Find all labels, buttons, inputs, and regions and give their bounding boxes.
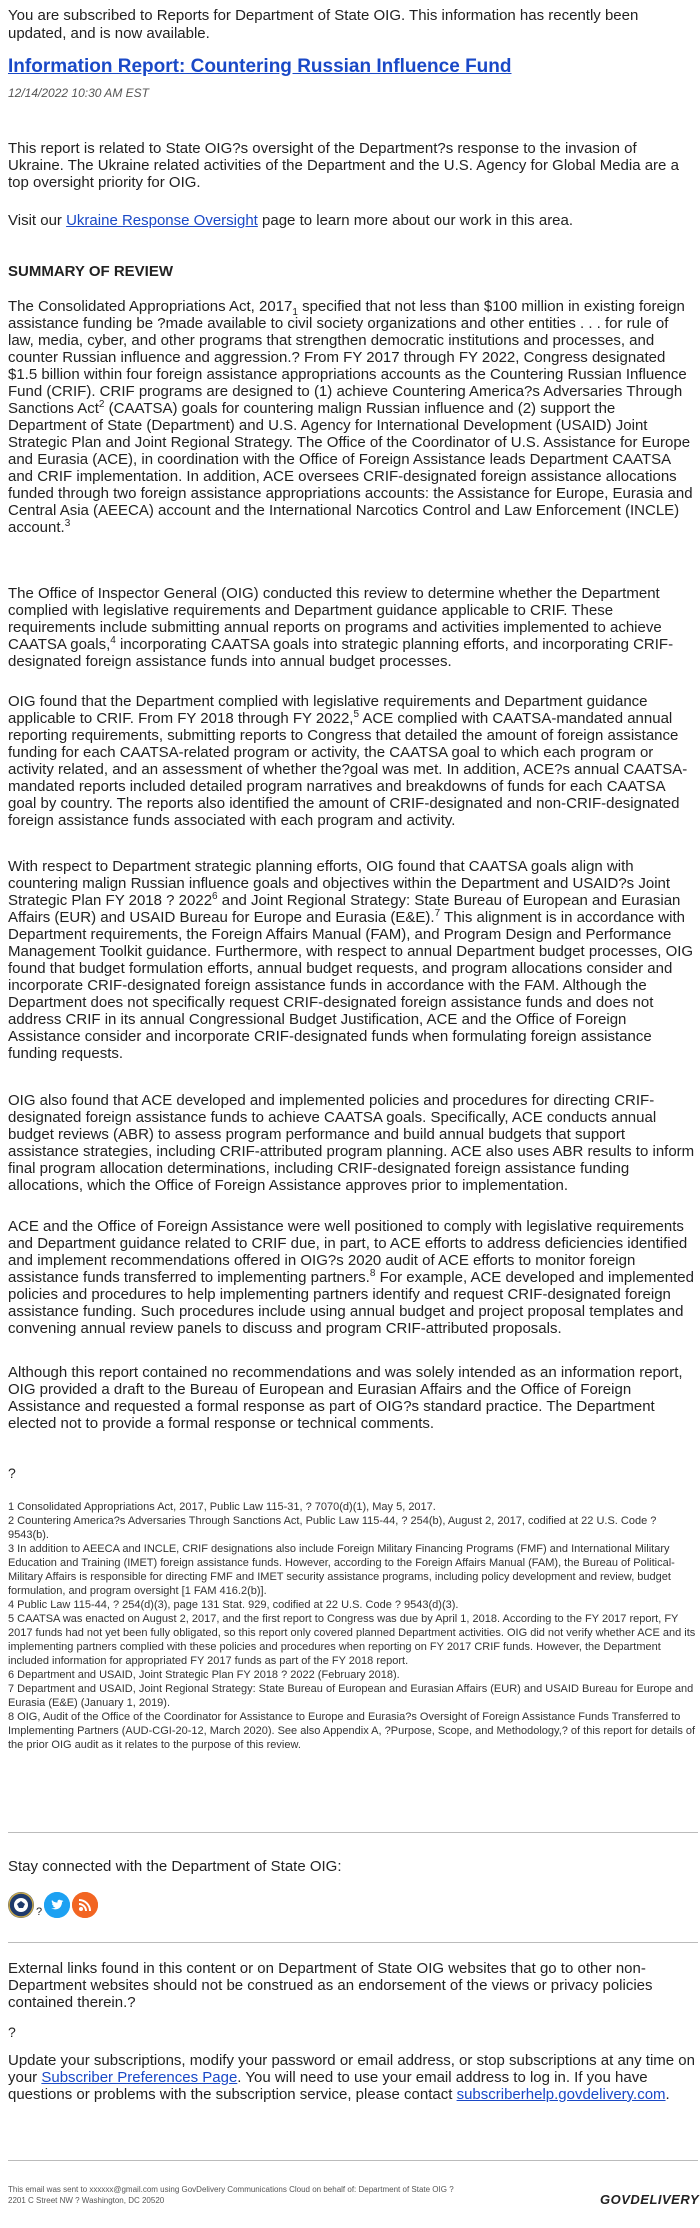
- footnote-1: 1 Consolidated Appropriations Act, 2017, Public Law 115-31, ? 7070(d)(1), May 5, 2017.: [8, 1501, 436, 1513]
- separator-char: ?: [8, 1465, 16, 1481]
- stay-connected-text: Stay connected with the Department of State OIG:: [8, 1858, 342, 1875]
- subscription-intro: You are subscribed to Reports for Department of State OIG. This information has recently been updated, and is now available.: [8, 7, 639, 42]
- summary-paragraph-6: ACE and the Office of Foreign Assistance were well positioned to comply with legislative requirements and Department guidance related to CRIF due, in part, to ACE efforts to address deficiencies identified and implement recommendations offered in OIG?s 2020 audit of ACE efforts to monitor foreign assistance funds transferred to implementing partners.$^8$ For example, ACE developed and implemented policies and procedures to help implementing partners identify and request CRIF-designated foreign assistance funding. Such procedures include using annual budget and project proposal templates and convening annual review panels to discuss and program CRIF-attributed proposals.: [8, 1218, 694, 1337]
- summary-heading: SUMMARY OF REVIEW: [8, 263, 174, 280]
- footnote-3: 3 In addition to AEECA and INCLE, CRIF designations also include Foreign Military Financing Programs (FMF) and International Military Education and Training (IMET) foreign assistance funds. However, according to the Foreign Affairs Manual (FAM), the Bureau of Political-Military Affairs is responsible for directing FMF and IMET security assistance programs, including policy development and review, budget formulation, and program oversight [1 FAM 416.2(b)].: [8, 1543, 675, 1597]
- footnote-ref-8[interactable]: 8: [369, 1268, 376, 1279]
- footnote-ref-4[interactable]: 4: [110, 635, 116, 646]
- footnote-7: 7 Department and USAID, Joint Regional Strategy: State Bureau of European and Eurasian Affairs (EUR) and USAID Bureau for Europe and Eurasia (E&E) (January 1, 2019).: [8, 1683, 694, 1709]
- ukraine-paragraph: This report is related to State OIG?s oversight of the Department?s response to the invasion of Ukraine. The Ukraine related activities of the Department and the U.S. Agency for Global Media are a top oversight priority for OIG.: [8, 140, 679, 191]
- divider: [8, 1942, 698, 1943]
- report-title-link[interactable]: Information Report: Countering Russian Influence Fund: [8, 56, 512, 77]
- subscriber-help-link[interactable]: subscriberhelp.govdelivery.com: [456, 2086, 666, 2103]
- footnote-ref-2[interactable]: 2: [98, 399, 105, 410]
- footnotes: [8, 1500, 698, 1752]
- footnote-ref-7[interactable]: 7: [434, 908, 441, 919]
- rss-icon[interactable]: [72, 1892, 98, 1918]
- divider: [8, 2160, 698, 2161]
- report-date: 12/14/2022 10:30 AM EST: [8, 86, 149, 100]
- footnote-ref-1[interactable]: 1: [292, 307, 298, 318]
- subscriber-preferences-link[interactable]: Subscriber Preferences Page: [41, 2069, 238, 2086]
- ukraine-oversight-link[interactable]: Ukraine Response Oversight: [66, 212, 258, 229]
- footer-sent-to: This email was sent to xxxxxx@gmail.com using GovDelivery Communications Cloud on behalf of: Department of State OIG ?: [8, 2185, 454, 2194]
- separator-char: ?: [8, 2024, 16, 2040]
- footnote-2: 2 Countering America?s Adversaries Through Sanctions Act, Public Law 115-44, ? 254(b), August 2, 2017, codified at 22 U.S. Code ? 9543(b).: [8, 1515, 657, 1541]
- divider: [8, 1832, 698, 1833]
- govdelivery-logo[interactable]: GOVDELIVERY: [600, 2192, 700, 2207]
- social-links: [8, 1890, 98, 1918]
- subscription-management: Update your subscriptions, modify your password or email address, or stop subscriptions at any time on your Subscriber Preferences Page. You will need to use your email address to log in. If you have questions or problems with the subscription service, please contact subscriberhelp.govdelivery.com.: [8, 2052, 695, 2103]
- footnote-5: 5 CAATSA was enacted on August 2, 2017, and the first report to Congress was due by April 1, 2018. According to the FY 2017 report, FY 2017 funds had not yet been fully obligated, so this report only covered planned Department activities. OIG did not verify whether ACE and its implementing partners complied with these policies and procedures when reporting on FY 2017 CRIF funds. However, the Department included information for appropriated FY 2017 funds as part of the FY 2018 report.: [8, 1613, 696, 1667]
- social-separator: ?: [36, 1906, 43, 1918]
- email-footer: [8, 2184, 454, 2206]
- summary-paragraph-3: OIG found that the Department complied with legislative requirements and Department guidance applicable to CRIF. From FY 2018 through FY 2022,$^5$ ACE complied with CAATSA-mandated annual reporting requirements, submitting reports to Congress that detailed the amount of foreign assistance funding for each CAATSA-related program or activity, the CAATSA goal to which each program or activity related, and an assessment of whether the?goal was met. In addition, ACE?s annual CAATSA-mandated reports included detailed program narratives and breakdowns of funds for each CAATSA goal by country. The reports also identified the amount of CRIF-designated and non-CRIF-designated foreign assistance funds associated with each program and activity.: [8, 693, 688, 829]
- footnote-ref-3[interactable]: 3: [64, 518, 71, 529]
- footnote-4: 4 Public Law 115-44, ? 254(d)(3), page 131 Stat. 929, codified at 22 U.S. Code ? 9543(d)(3).: [8, 1599, 459, 1611]
- footnote-8: 8 OIG, Audit of the Office of the Coordinator for Assistance to Europe and Eurasia?s Oversight of Foreign Assistance Funds Transferred to Implementing Partners (AUD-CGI-20-12, March 2020). See also Appendix A, ?Purpose, Scope, and Methodology,? of this report for details of the prior OIG audit as it relates to the purpose of this review.: [8, 1711, 696, 1751]
- state-oig-seal-icon[interactable]: [8, 1892, 34, 1918]
- footnote-ref-5[interactable]: 5: [353, 709, 360, 720]
- visit-paragraph: Visit our Ukraine Response Oversight page to learn more about our work in this area.: [8, 212, 574, 229]
- summary-paragraph-4: With respect to Department strategic planning efforts, OIG found that CAATSA goals align with countering malign Russian influence goals and objectives within the Department and USAID?s Joint Strategic Plan FY 2018 ? 2022$^6$ and Joint Regional Strategy: State Bureau of European and Eurasian Affairs (EUR) and USAID Bureau for Europe and Eurasia (E&E).$^7$ This alignment is in accordance with Department requirements, the Foreign Affairs Manual (FAM), and Program Design and Performance Management Toolkit guidance. Furthermore, with respect to annual Department budget processes, OIG found that budget formulation efforts, annual budget requests, and program allocations consider and incorporate CRIF-designated foreign assistance funds in accordance with the FAM. Although the Department does not specifically request CRIF-designated foreign assistance funds and does not address CRIF in its annual Congressional Budget Justification, ACE and the Office of Foreign Assistance consider and incorporate CRIF-designated funds when formulating foreign assistance funding requests.: [8, 858, 694, 1062]
- summary-paragraph-7: Although this report contained no recommendations and was solely intended as an information report, OIG provided a draft to the Bureau of European and Eurasian Affairs and the Office of Foreign Assistance and requested a formal response as part of OIG?s standard practice. The Department elected not to provide a formal response or technical comments.: [8, 1364, 683, 1432]
- footer-address: 2201 C Street NW ? Washington, DC 20520: [8, 2196, 165, 2205]
- summary-paragraph-2: The Office of Inspector General (OIG) conducted this review to determine whether the Department complied with legislative requirements and Department guidance applicable to CRIF. These requirements include submitting annual reports on programs and activities implemented to achieve CAATSA goals,$^4$ incorporating CAATSA goals into strategic planning efforts, and incorporating CRIF-designated foreign assistance funds into annual budget processes.: [8, 585, 674, 670]
- footnote-6: 6 Department and USAID, Joint Strategic Plan FY 2018 ? 2022 (February 2018).: [8, 1669, 400, 1681]
- twitter-icon[interactable]: [44, 1892, 70, 1918]
- summary-paragraph-5: OIG also found that ACE developed and implemented policies and procedures for directing CRIF-designated foreign assistance funds to achieve CAATSA goals. Specifically, ACE conducts annual budget reviews (ABR) to assess program performance and build annual budgets that support assistance strategies, including CRIF-attributed program planning. ACE also uses ABR results to inform final program allocation determinations, including CRIF-designated foreign assistance funding allocations, which the Office of Foreign Assistance approves prior to implementation.: [8, 1092, 695, 1194]
- external-links-disclaimer: External links found in this content or on Department of State OIG websites that go to other non-Department websites should not be construed as an endorsement of the views or privacy policies contained therein.?: [8, 1960, 653, 2011]
- summary-paragraph-1: The Consolidated Appropriations Act, $2017_1$ specified that not less than $100 million in existing foreign assistance funding be ?made available to civil society organizations and other entities . . . for rule of law, media, cyber, and other programs that strengthen democratic institutions and processes, and counter Russian influence and aggression.? From FY 2017 through FY 2022, Congress designated $1.5 billion within four foreign assistance appropriations accounts as the Countering Russian Influence Fund (CRIF). CRIF programs are designed to (1) achieve Countering America?s Adversaries Through Sanctions Act$^2$ (CAATSA) goals for countering malign Russian influence and (2) support the Department of State (Department) and U.S. Agency for International Development (USAID) Joint Strategic Plan and Joint Regional Strategy. The Office of the Coordinator of U.S. Assistance for Europe and Eurasia (ACE), in coordination with the Office of Foreign Assistance leads Department CAATSA and CRIF implementation. In addition, ACE oversees CRIF-designated foreign assistance allocations funded through two foreign assistance appropriations accounts: the Assistance for Europe, Eurasia and Central Asia (AEECA) account and the International Narcotics Control and Law Enforcement (INCLE) account.$^3$: [8, 298, 693, 536]
- footnote-ref-6[interactable]: 6: [212, 891, 218, 902]
